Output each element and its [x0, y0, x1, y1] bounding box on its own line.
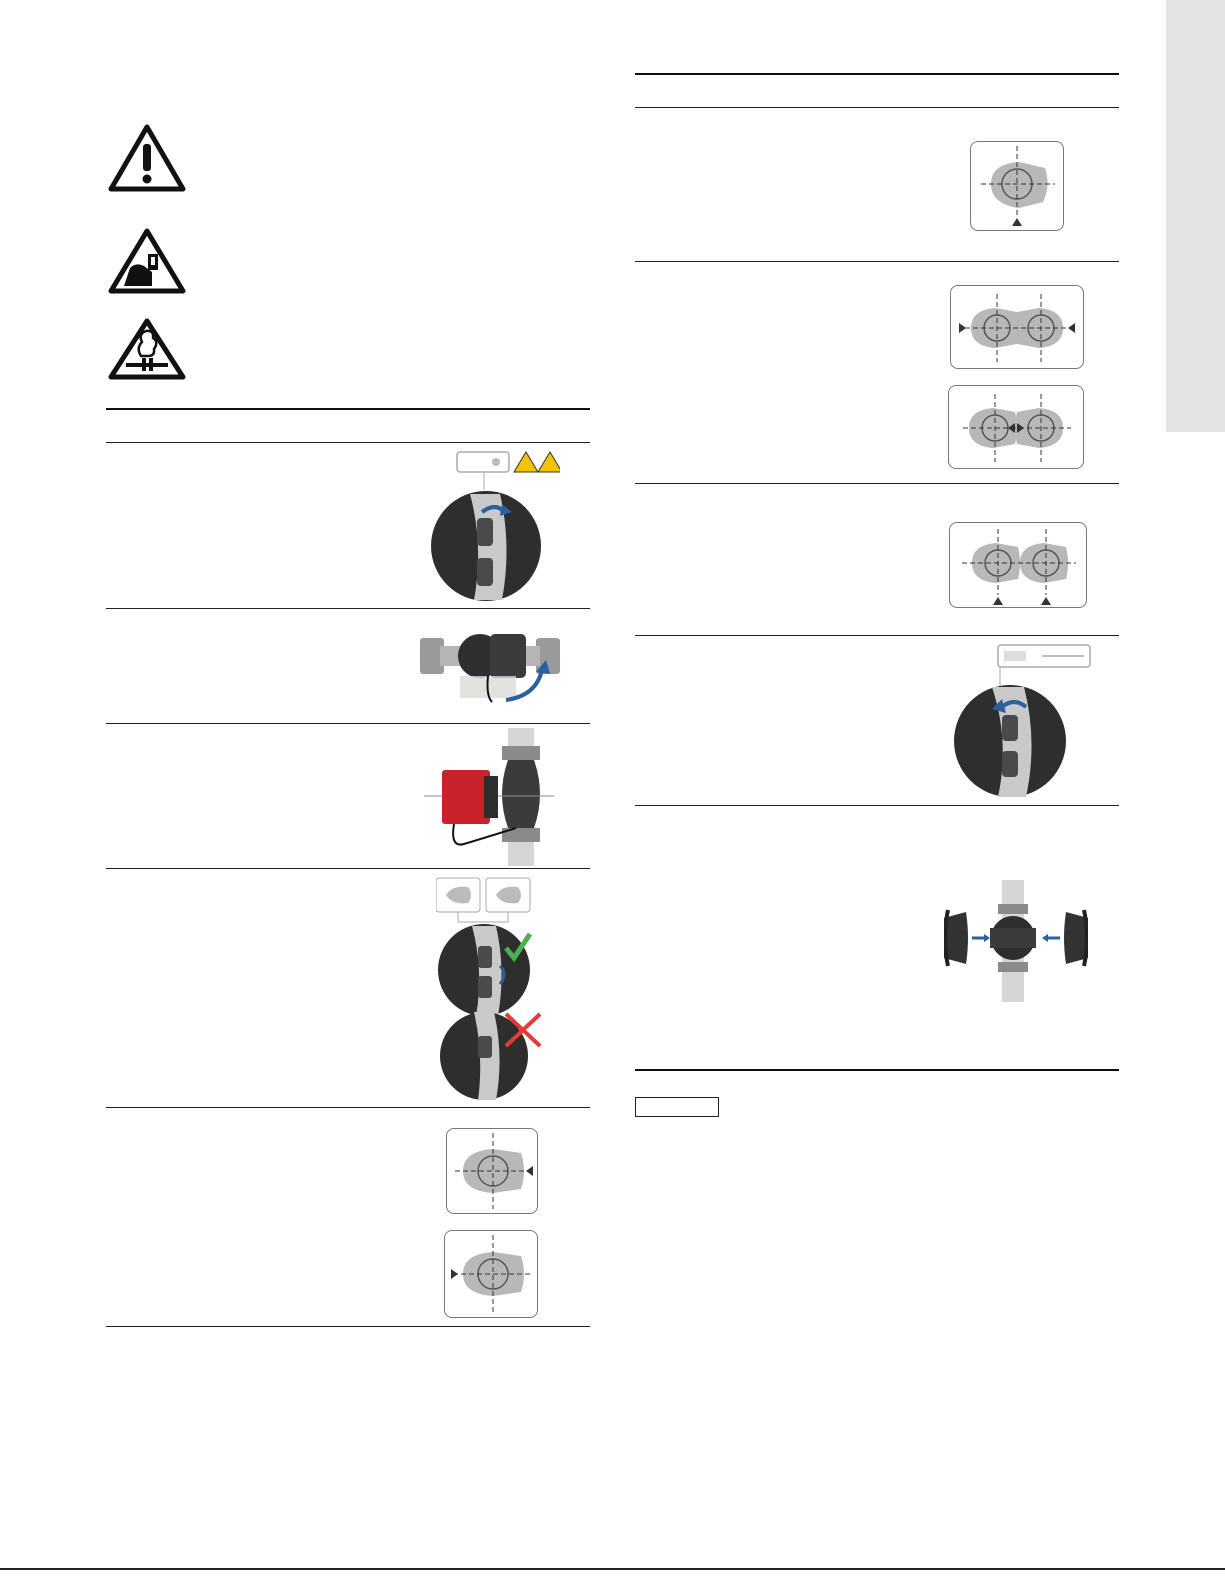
- note-label-box: [635, 1097, 719, 1117]
- section-side-tab: [1166, 0, 1225, 432]
- general-warning-icon: [108, 124, 186, 192]
- twin-head-bottom-figure: [949, 522, 1087, 608]
- insulation-shells-figure: [944, 880, 1088, 1002]
- position-box: [444, 1230, 538, 1318]
- row-divider: [635, 261, 1119, 262]
- table-top-rule: [106, 408, 590, 410]
- row-divider: [106, 608, 590, 609]
- pump-installed-figure: [424, 728, 556, 866]
- pump-head-rotate-figure: [420, 620, 560, 710]
- hot-steam-icon: [108, 318, 186, 380]
- table-top-rule: [635, 73, 1119, 75]
- page-bottom-rule: [0, 1568, 1225, 1570]
- single-head-position-figure: [970, 141, 1064, 231]
- position-box: [446, 1128, 538, 1214]
- row-divider: [106, 868, 590, 869]
- table-bottom-rule: [635, 1069, 1119, 1071]
- row-divider: [635, 805, 1119, 806]
- table-bottom-rule: [106, 1326, 590, 1327]
- row-divider: [635, 483, 1119, 484]
- clamp-check-figure: [436, 876, 560, 1102]
- row-divider: [106, 1107, 590, 1108]
- twin-head-positions-figure: [950, 285, 1084, 369]
- clamp-release-figure: [422, 450, 560, 602]
- twin-head-positions-figure: [948, 385, 1084, 469]
- row-divider: [635, 635, 1119, 636]
- crush-hazard-icon: [108, 228, 186, 294]
- table-header-rule: [635, 107, 1119, 108]
- clamp-tighten-figure: [952, 643, 1092, 799]
- row-divider: [106, 723, 590, 724]
- table-header-rule: [106, 442, 590, 443]
